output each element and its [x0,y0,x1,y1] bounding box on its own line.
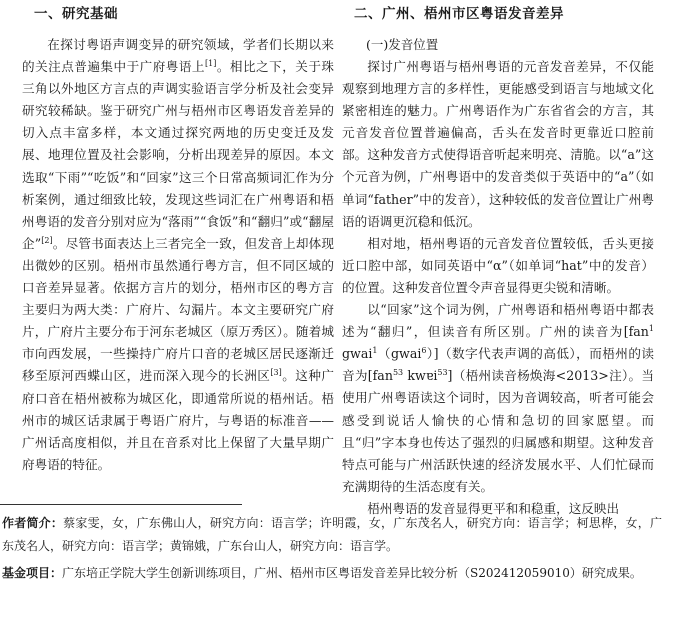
section-title-research-basis: 一、研究基础 [34,6,118,22]
right-column [342,0,654,520]
paragraph-huijia-example: 以“回家”这个词为例，广州粤语和梧州粤语中都表述为“翻归”，但读音有所区别。广州的读音为[fan$^1$ gwai$^1$（gwai$^6$）]（数字代表声调的高低），而梧州的读音为[fan$^{53}$ kwɐi$^{53}$]（梧州读音杨焕海<2013>注）。当使用广州粤语读这个词时，因为音调较高，听者可能会感受到说话人愉快的心情和急切的回家愿望。而且“归”字本身也传达了强烈的归属感和期望。这种发音特点可能与广州活跃快速的经济发展水平、人们忙碌而充满期待的生活态度有关。 [342,302,654,494]
footnote-divider [0,504,242,505]
paragraph-wuzhou-tone: 梧州粤语的发音显得更平和和稳重，这反映出 [367,500,620,516]
paragraph-research-basis: 在探讨粤语声调变异的研究领域，学者们长期以来的关注点普遍集中于广府粤语上[1]。相比之下，关于珠三角以外地区方言点的声调实验语言学分析及社会变异研究较稀缺。鉴于研究广州与梧州市区粤语发音差异的切入点丰富多样，本文通过探究两地的历史变迁及发展、地理位置及社会影响，分析出现差异的原因。本文选取“下雨”“吃饭”和“回家”这三个日常高频词汇作为分析案例，通过细致比较，发现这些词汇在广州粤语和梧州粤语的发音分别对应为“落雨”“食饭”和“翻归”或“翻屋企”[2]。尽管书面表达上三者完全一致，但发音上却体现出微妙的区别。梧州市虽然通行粤方言，但不同区域的口音差异显著。依据方言片的划分，梧州市区的粤方言主要归为两大类：广府片、勾漏片。本文主要研究广府片，广府片主要分布于河东老城区（原万秀区）。随着城市向西发展，一些操持广府片口音的老城区居民逐渐迁移至原河西蝶山区，进而深入现今的长洲区[3]。这种广府口音在梧州被称为城区化，即通常所说的梧州话。梧州市的城区话隶属于粤语广府片，与粤语的标准音——广州话高度相似，并且在音系对比上保留了大量早期广府粤语的特征。 [22,37,335,472]
fund-info: 基金项目：广东培正学院大学生创新训练项目，广州、梧州市区粤语发音差异比较分析（S202412059010）研究成果。 [2,566,642,580]
paragraph-wuzhou-vowels: 相对地，梧州粤语的元音发音位置较低，舌头更接近口腔中部，如同英语中“α”（如单词“hat”中的发音）的位置。这种发音位置令声音显得更尖锐和清晰。 [342,235,654,295]
footnotes [2,512,662,589]
author-info: 作者简介：蔡家雯，女，广东佛山人，研究方向：语言学；许明霞，女，广东茂名人，研究方向：语言学；柯思桦，女，广东茂名人，研究方向：语言学；黄锦娥，广东台山人，研究方向：语言学。 [2,516,662,553]
left-column [22,0,334,476]
section-title-pronunciation-differences: 二、广州、梧州市区粤语发音差异 [354,6,564,22]
subsection-title-articulation-position: (一)发音位置 [366,37,439,52]
paragraph-vowel-differences: 探讨广州粤语与梧州粤语的元音发音差异，不仅能观察到地理方言的多样性，更能感受到语言与地域文化紧密相连的魅力。广州粤语作为广东省省会的方言，其元音发音位置普遍偏高，舌头在发音时更靠近口腔前部。这种发音方式使得语音听起来明亮、清脆。以“a”这个元音为例，广州粤语中的发音类似于英语中的“a”（如单词“father”中的发音），这种较低的发音位置让广州粤语的语调更沉稳和低沉。 [342,59,654,229]
